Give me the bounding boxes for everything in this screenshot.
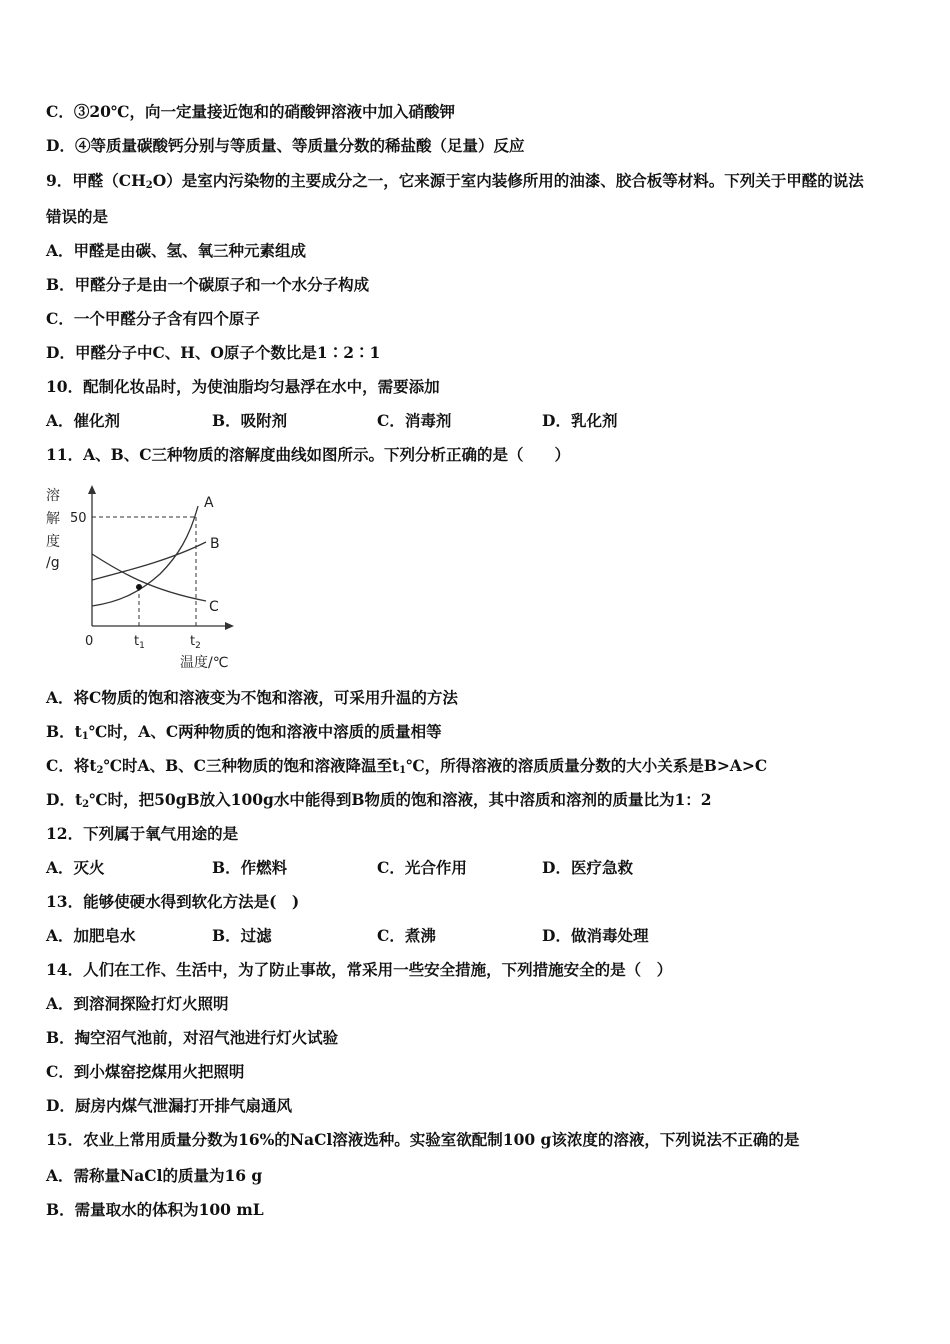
q15-option-a: A．需称量NaCl的质量为16 g [46,1166,263,1185]
q12-option-a: A．灭火 [46,858,105,877]
q9-option-c: C．一个甲醛分子含有四个原子 [46,309,260,328]
curve-c [92,554,206,601]
q10-option-b: B．吸附剂 [212,411,288,430]
q13-option-b: B．过滤 [212,926,272,945]
q10-options [46,411,746,431]
q11-stem: 11．A、B、C三种物质的溶解度曲线如图所示。下列分析正确的是（ ） [46,445,571,464]
q15-stem: 15．农业上常用质量分数为16%的NaCl溶液选种。实验室欲配制100 g该浓度的溶液，下列说法不正确的是 [46,1130,800,1149]
q9-stem: 9．甲醛$(CH_2O)$是室内污染物的主要成分之一，它来源于室内装修所用的油漆、胶合板等材料。下列关于甲醛的说法 [46,171,864,191]
q12-options [46,858,746,878]
q15-option-b: B．需量取水的体积为100 mL [46,1200,264,1219]
x-tick-t2: $t_2$ [190,634,201,651]
q11-option-d: D．$t_2℃$时，把50gB放入100g水中能得到B物质的饱和溶液，其中溶质和溶剂的质量比为1：2 [46,790,712,810]
q14-option-b: B．掏空沼气池前，对沼气池进行灯火试验 [46,1028,339,1047]
q10-option-d: D．乳化剂 [542,411,618,430]
y-tick-50: 50 [70,511,87,526]
x-axis-arrow [225,622,234,630]
q10-option-a: A．催化剂 [46,411,121,430]
ylabel-char-3: 度 [46,534,60,550]
q9-option-a: A．甲醛是由碳、氢、氧三种元素组成 [46,241,307,260]
curve-a [92,506,198,606]
intersection-point [136,584,142,590]
solubility-chart [40,480,250,675]
q9-stem-cont: 错误的是 [46,207,109,226]
series-label-a: A [204,495,214,511]
y-axis-arrow [88,485,96,494]
q12-stem: 12．下列属于氧气用途的是 [46,824,239,843]
q11-option-c: C．将$t_2℃$时A、B、C三种物质的饱和溶液降温至$t_1℃$，所得溶液的溶质质量分数的大小关系是B>A>C [46,756,768,776]
series-label-b: B [210,536,220,552]
x-axis-label: 温度/℃ [180,655,229,671]
x-tick-t1: $t_1$ [134,634,145,651]
q14-option-c: C．到小煤窑挖煤用火把照明 [46,1062,245,1081]
q10-stem: 10．配制化妆品时，为使油脂均匀悬浮在水中，需要添加 [46,377,440,396]
q13-option-a: A．加肥皂水 [46,926,136,945]
q9-option-d: D．甲醛分子中C、H、O原子个数比是1∶2∶1 [46,343,381,362]
q13-options [46,926,746,946]
origin-label: 0 [85,634,94,649]
ylabel-char-2: 解 [46,511,60,527]
q14-option-a: A．到溶洞探险打灯火照明 [46,994,229,1013]
q11-option-b: B．$t_1℃$时，A、C两种物质的饱和溶液中溶质的质量相等 [46,722,442,742]
series-label-c: C [209,599,219,615]
q14-option-d: D．厨房内煤气泄漏打开排气扇通风 [46,1096,292,1115]
q12-option-d: D．医疗急救 [542,858,633,877]
q11-option-a: A．将C物质的饱和溶液变为不饱和溶液，可采用升温的方法 [46,688,458,707]
q8-option-d: D．④等质量碳酸钙分别与等质量、等质量分数的稀盐酸（足量）反应 [46,136,525,155]
q8-option-c: C．③20℃，向一定量接近饱和的硝酸钾溶液中加入硝酸钾 [46,102,455,121]
q12-option-c: C．光合作用 [377,858,467,877]
q9-option-b: B．甲醛分子是由一个碳原子和一个水分子构成 [46,275,370,294]
q13-option-c: C．煮沸 [377,926,436,945]
ylabel-char-1: 溶 [46,488,60,504]
q12-option-b: B．作燃料 [212,858,288,877]
q10-option-c: C．消毒剂 [377,411,452,430]
curve-b [92,542,206,580]
q13-stem: 13．能够使硬水得到软化方法是( ) [46,892,300,911]
ylabel-char-4: /g [46,555,60,571]
q14-stem: 14．人们在工作、生活中，为了防止事故，常采用一些安全措施，下列措施安全的是（ ） [46,960,673,979]
q13-option-d: D．做消毒处理 [542,926,649,945]
